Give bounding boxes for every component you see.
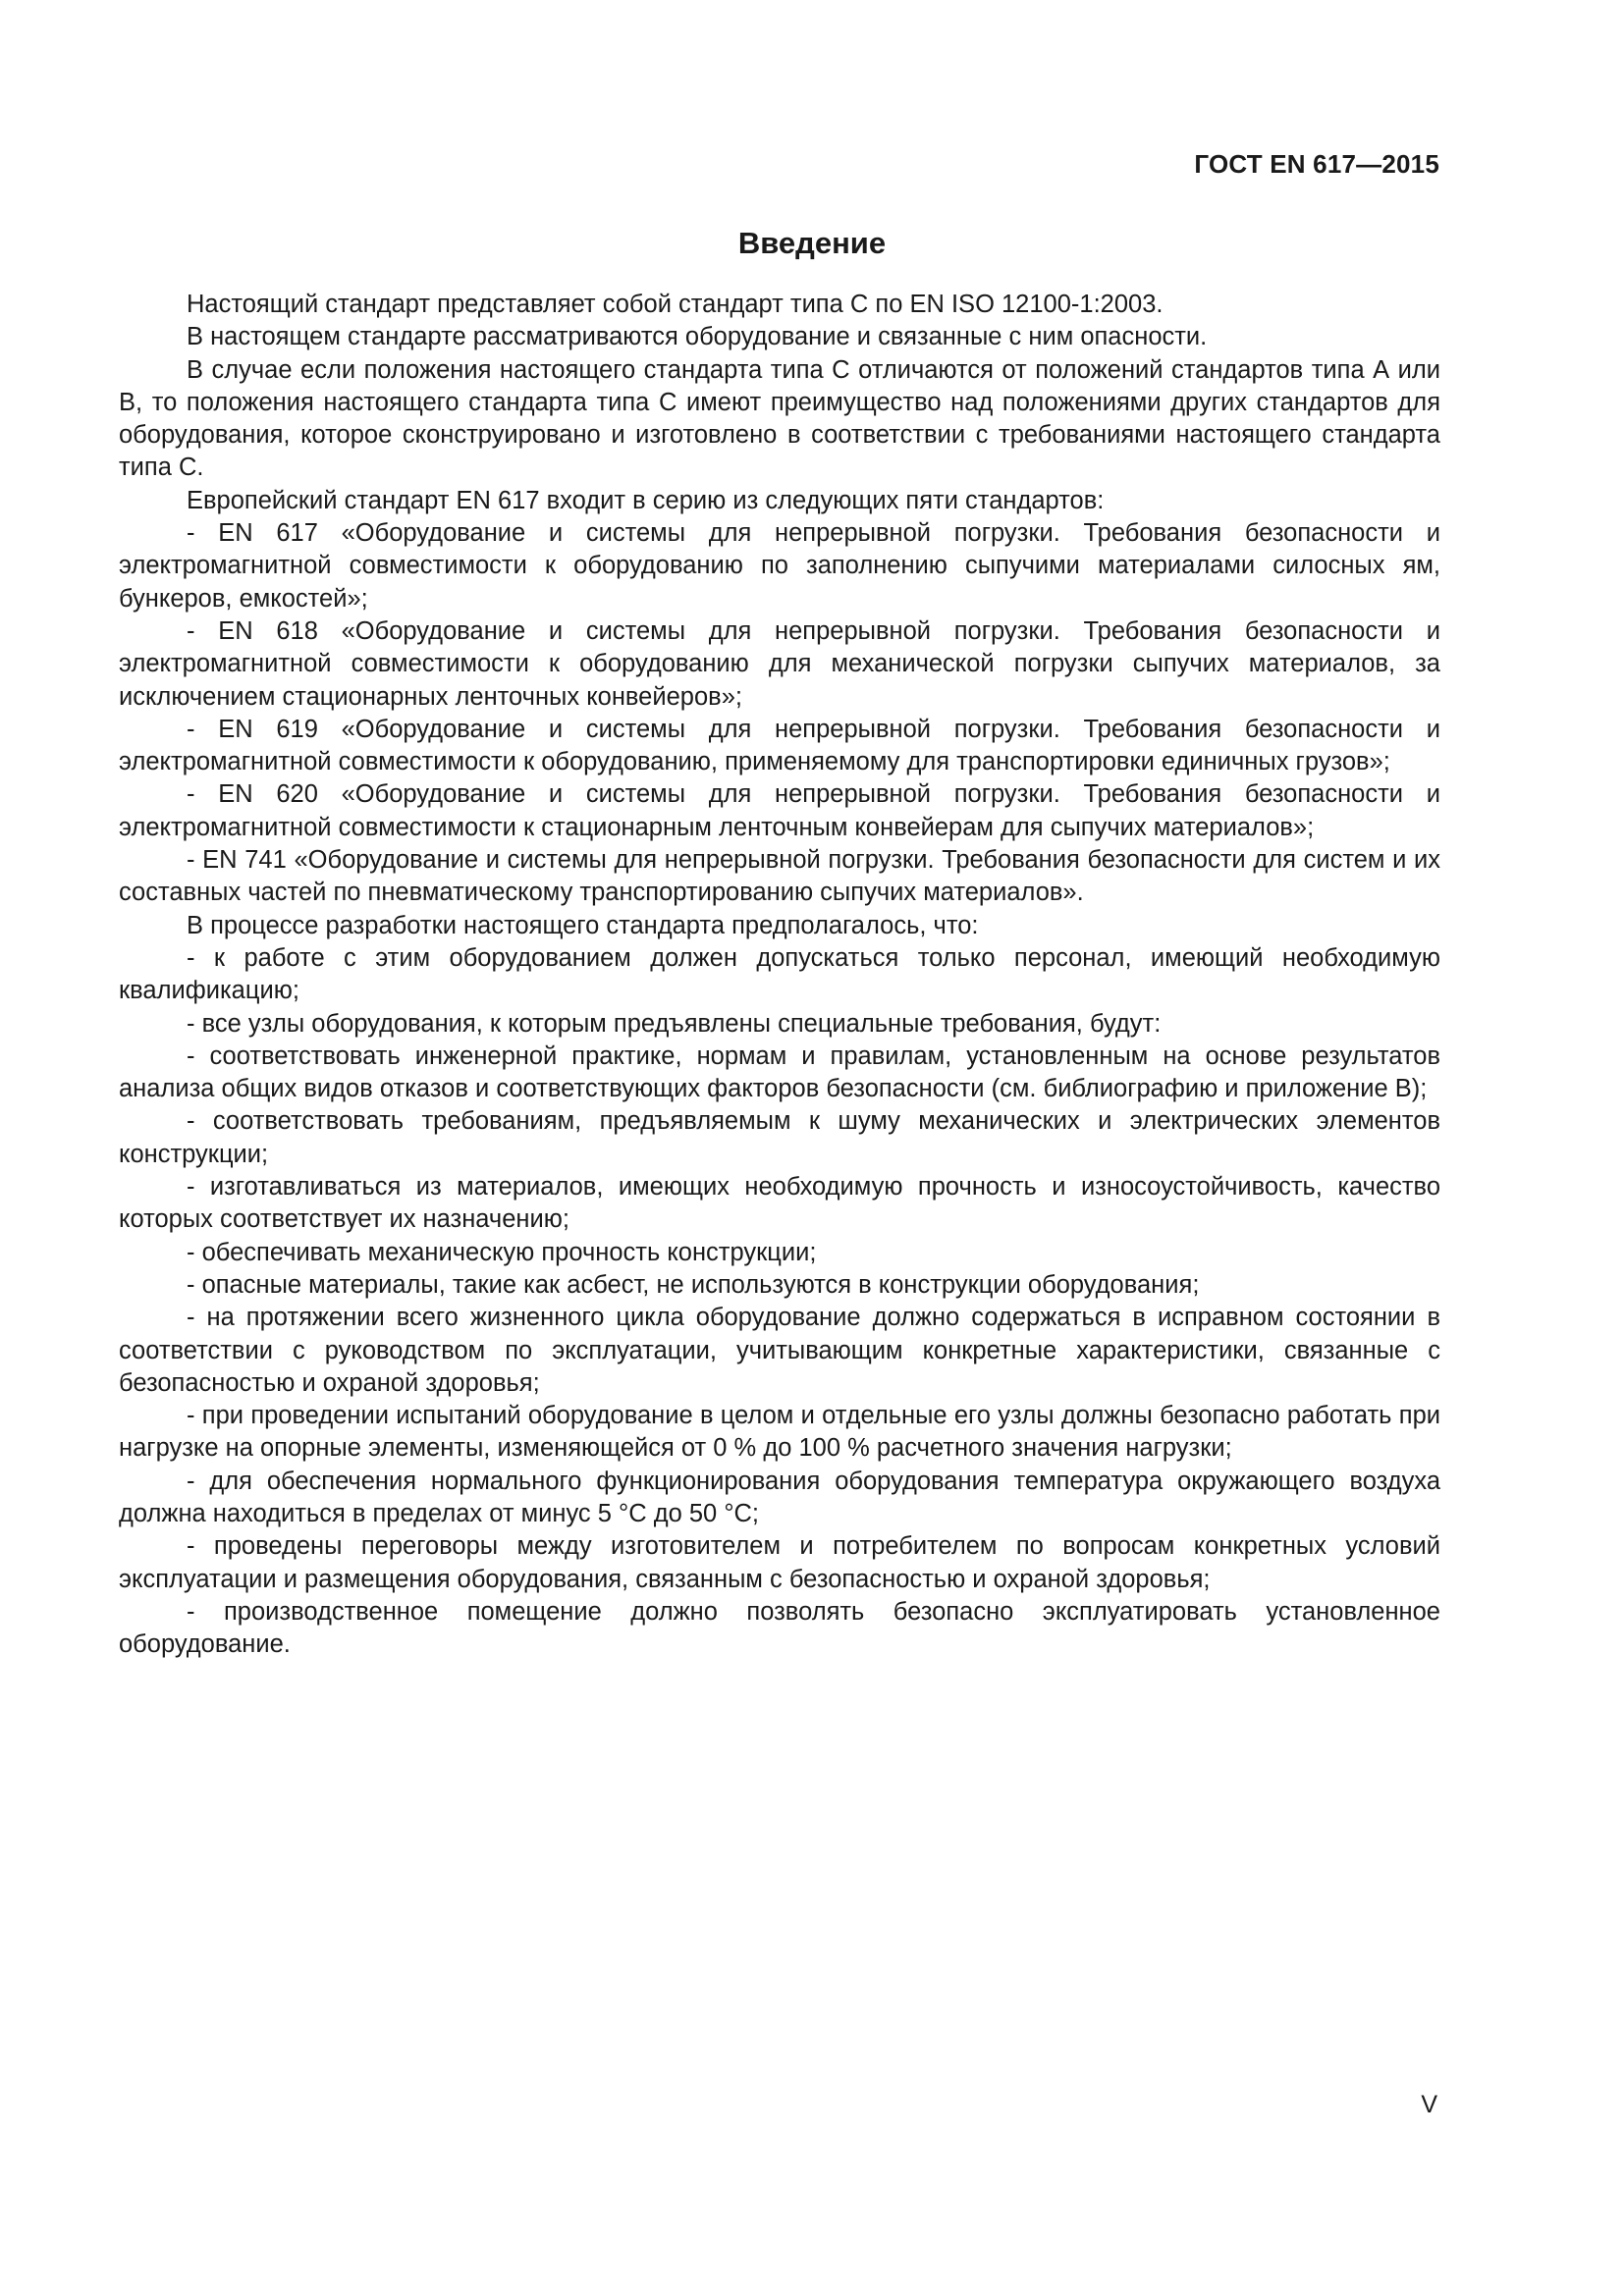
list-item: - опасные материалы, такие как асбест, не используются в конструкции оборудования;: [187, 1270, 1200, 1299]
list-item: - на протяжении всего жизненного цикла оборудование должно содержаться в исправном состоянии в соответствии с руководством по эксплуатации, учитывающим конкретные характеристики, связанные с безопасностью и охраной здоровья;: [119, 1304, 1440, 1397]
list-item: - EN 617 «Оборудование и системы для непрерывной погрузки. Требования безопасности и электромагнитной совместимости к оборудованию по заполнению сыпучими материалами силосных ям, бункеров, емкостей»;: [119, 519, 1440, 613]
paragraph: Настоящий стандарт представляет собой стандарт типа С по EN ISO 12100-1:2003.: [187, 291, 1164, 318]
list-item: - все узлы оборудования, к которым предъявлены специальные требования, будут:: [187, 1009, 1162, 1038]
paragraph: В настоящем стандарте рассматриваются оборудование и связанные с ним опасности.: [187, 323, 1208, 351]
list-item: - EN 620 «Оборудование и системы для непрерывной погрузки. Требования безопасности и электромагнитной совместимости к стационарным ленточным конвейерам для сыпучих материалов»;: [119, 780, 1440, 841]
paragraph: В процессе разработки настоящего стандарта предполагалось, что:: [187, 911, 979, 939]
list-item: - при проведении испытаний оборудование в целом и отдельные его узлы должны безопасно работать при нагрузке на опорные элементы, изменяющейся от 0 % до 100 % расчетного значения нагрузки;: [119, 1402, 1440, 1463]
list-item: - производственное помещение должно позволять безопасно эксплуатировать установленное оборудование.: [119, 1597, 1440, 1659]
list-item: - EN 619 «Оборудование и системы для непрерывной погрузки. Требования безопасности и электромагнитной совместимости к оборудованию, применяемому для транспортировки единичных грузов»;: [119, 715, 1440, 776]
list-item: - к работе с этим оборудованием должен допускаться только персонал, имеющий необходимую квалификацию;: [119, 943, 1440, 1005]
page-number: V: [1421, 2091, 1437, 2118]
list-item: - EN 741 «Оборудование и системы для непрерывной погрузки. Требования безопасности для систем и их составных частей по пневматическому транспортированию сыпучих материалов».: [119, 846, 1440, 907]
document-code: ГОСТ EN 617—2015: [1194, 149, 1439, 179]
list-item: - EN 618 «Оборудование и системы для непрерывной погрузки. Требования безопасности и электромагнитной совместимости к оборудованию для механической погрузки сыпучих материалов, за исключением стационарных ленточных конвейеров»;: [119, 616, 1440, 711]
list-item: - проведены переговоры между изготовителем и потребителем по вопросам конкретных условий эксплуатации и размещения оборудования, связанным с безопасностью и охраной здоровья;: [119, 1532, 1440, 1593]
section-title: Введение: [737, 226, 887, 260]
list-item: - для обеспечения нормального функционирования оборудования температура окружающего воздуха должна находиться в пределах от минус 5 °С до 50 °С;: [119, 1467, 1440, 1527]
list-item: - соответствовать инженерной практике, нормам и правилам, установленным на основе результатов анализа общих видов отказов и соответствующих факторов безопасности (см. библиографию и приложение В);: [119, 1041, 1440, 1103]
list-item: - соответствовать требованиям, предъявляемым к шуму механических и электрических элементов конструкции;: [119, 1107, 1440, 1168]
body-text: [119, 289, 1440, 1661]
paragraph: Европейский стандарт EN 617 входит в серию из следующих пяти стандартов:: [187, 486, 1105, 514]
list-item: - обеспечивать механическую прочность конструкции;: [187, 1238, 817, 1266]
paragraph: В случае если положения настоящего стандарта типа С отличаются от положений стандартов типа А или В, то положения настоящего стандарта типа С имеют преимущество над положениями других стандартов для оборудования, которое сконструировано и изготовлено в соответствии с требованиями настоящего стандарта типа С.: [119, 355, 1440, 482]
list-item: - изготавливаться из материалов, имеющих необходимую прочность и износоустойчивость, качество которых соответствует их назначению;: [119, 1173, 1440, 1234]
